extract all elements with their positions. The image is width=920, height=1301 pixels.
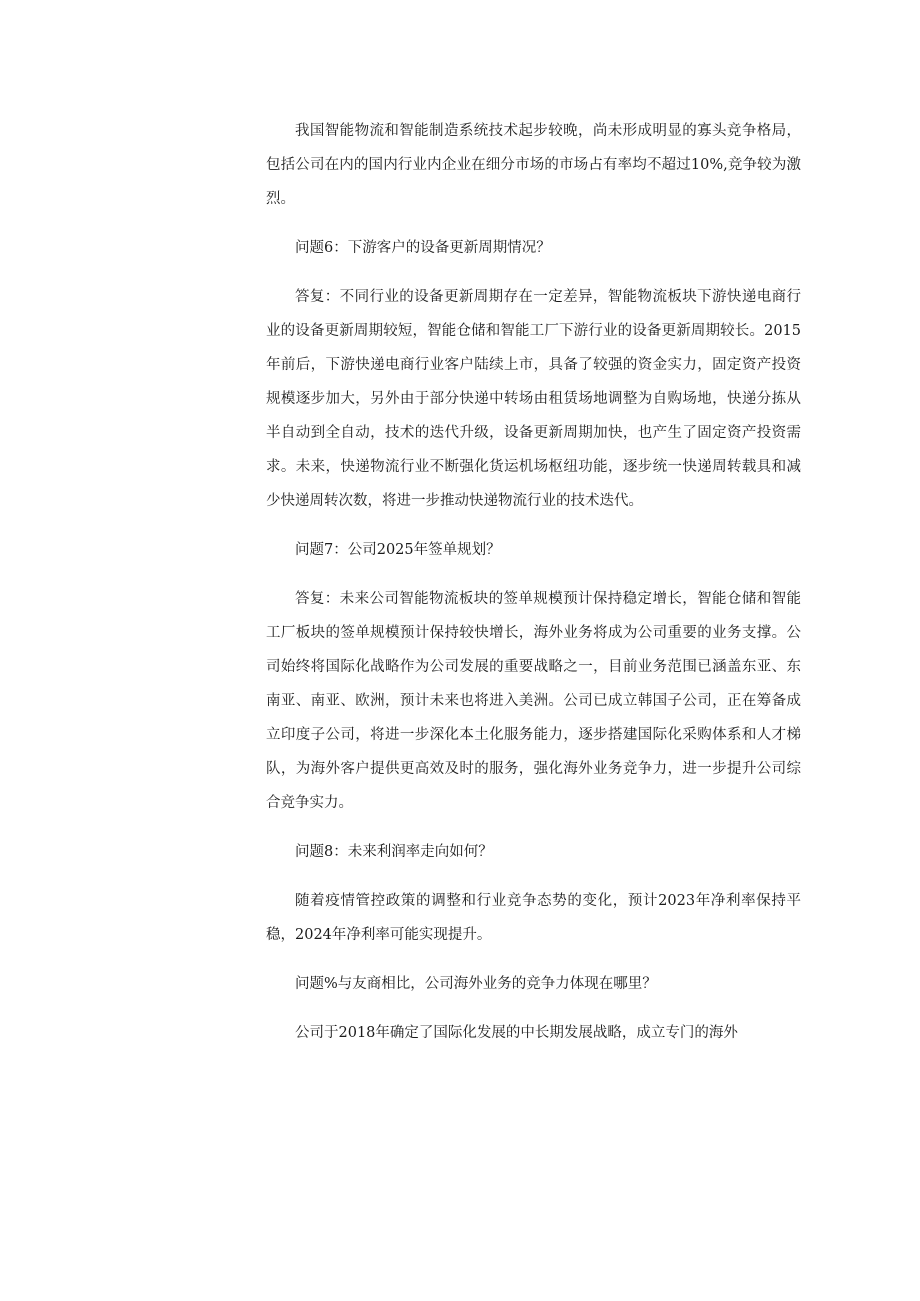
paragraph-gap: [266, 952, 801, 967]
paragraph-gap: [266, 265, 801, 280]
paragraph-gap: [266, 820, 801, 835]
paragraph-gap: [266, 1001, 801, 1016]
answer-8: 随着疫情管控政策的调整和行业竞争态势的变化，预计2023年净利率保持平稳，2024年净利率可能实现提升。: [266, 893, 801, 943]
answer-7: 答复：未来公司智能物流板块的签单规模预计保持稳定增长，智能仓储和智能工厂板块的签单规模预计保持较快增长，海外业务将成为公司重要的业务支撑。公司始终将国际化战略作为公司发展的重要战略之一，目前业务范围已涵盖东亚、东南亚、南亚、欧洲，预计未来也将进入美洲。公司已成立韩国子公司，正在筹备成立印度子公司，将进一步深化本土化服务能力，逐步搭建国际化采购体系和人才梯队，为海外客户提供更高效及时的服务，强化海外业务竞争力，进一步提升公司综合竞争实力。: [266, 591, 801, 811]
paragraph-gap: [266, 869, 801, 884]
paragraph-gap: [266, 518, 801, 533]
question-8: 问题8：未来利润率走向如何？: [295, 844, 493, 860]
answer-9: 公司于2018年确定了国际化发展的中长期发展战略，成立专门的海外: [295, 1025, 738, 1041]
document-page: [266, 114, 801, 1050]
question-6: 问题6：下游客户的设备更新周期情况？: [295, 240, 551, 256]
answer-6: 答复：不同行业的设备更新周期存在一定差异，智能物流板块下游快递电商行业的设备更新周期较短，智能仓储和智能工厂下游行业的设备更新周期较长。2015年前后，下游快递电商行业客户陆续上市，具备了较强的资金实力，固定资产投资规模逐步加大，另外由于部分快递中转场由租赁场地调整为自购场地，快递分拣从半自动到全自动，技术的迭代升级，设备更新周期加快，也产生了固定资产投资需求。未来，快递物流行业不断强化货运机场枢纽功能，逐步统一快递周转载具和减少快递周转次数，将进一步推动快递物流行业的技术迭代。: [266, 289, 801, 509]
paragraph-market-competition: 我国智能物流和智能制造系统技术起步较晚，尚未形成明显的寡头竞争格局，包括公司在内的国内行业内企业在细分市场的市场占有率均不超过10%,竞争较为激烈。: [266, 123, 801, 207]
paragraph-gap: [266, 567, 801, 582]
paragraph-gap: [266, 216, 801, 231]
question-7: 问题7：公司2025年签单规划？: [295, 542, 501, 558]
question-9: 问题%与友商相比，公司海外业务的竞争力体现在哪里？: [295, 976, 657, 992]
